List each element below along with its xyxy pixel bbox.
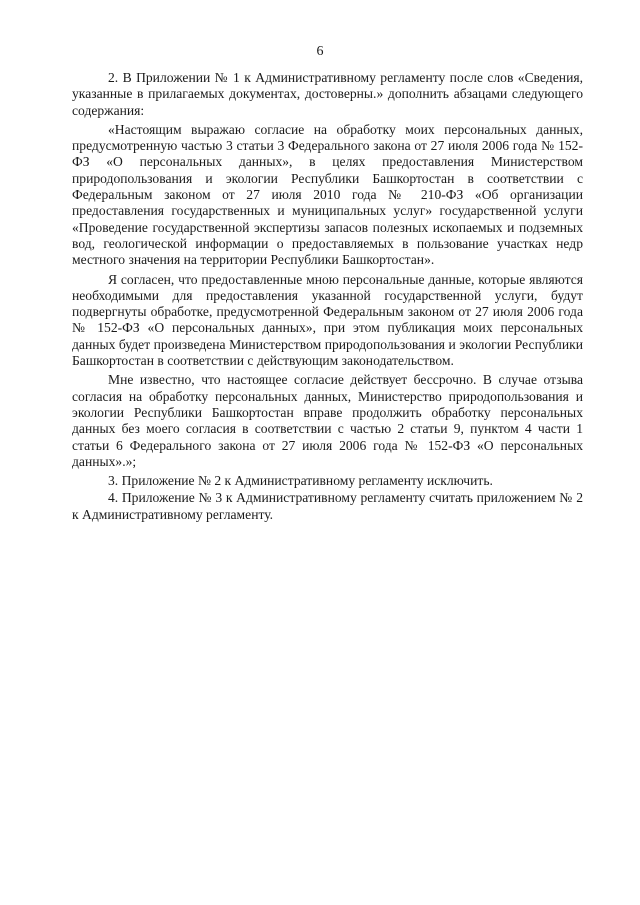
paragraph-amendment-3: 3. Приложение № 2 к Административному регламенту исключить. (108, 473, 493, 489)
paragraph-amendment-2: 2. В Приложении № 1 к Административному регламенту после слов «Сведения, указанные в прилагаемых документах, достоверны.» дополнить абзацами следующего содержания: (72, 70, 583, 118)
paragraph-consent-statement: «Настоящим выражаю согласие на обработку моих персональных данных, предусмотренную частью 3 статьи 3 Федерального закона от 27 июля 2006 года № 152-ФЗ «О персональных данных», в целях предоставления Министерством природопользования и экологии Республики Башкортостан в соответствии с Федеральным законом от 27 июля 2010 года № 210-ФЗ «Об организации предоставления государственных и муниципальных услуг» государственной услуги «Проведение государственной экспертизы запасов полезных ископаемых и подземных вод, геологической информации о предоставляемых в пользование участках недр местного значения на территории Республики Башкортостан». (72, 121, 583, 268)
page-number: 6 (316, 44, 324, 59)
document-body (72, 70, 583, 526)
paragraph-consent-agreement: Я согласен, что предоставленные мною персональные данные, которые являются необходимыми для предоставления указанной государственной услуги, будут подвергнуты обработке, предусмотренной Федеральным законом от 27 июля 2006 года № 152-ФЗ «О персональных данных», при этом публикация моих персональных данных будет произведена Министерством природопользования и экологии Республики Башкортостан в соответствии с действующим законодательством. (72, 271, 583, 369)
paragraph-consent-duration: Мне известно, что настоящее согласие действует бессрочно. В случае отзыва согласия на обработку персональных данных, Министерство природопользования и экологии Республики Башкортостан вправе продолжить обработку персональных данных без моего согласия в соответствии с частью 2 статьи 9, пунктом 4 части 1 статьи 6 Федерального закона от 27 июля 2006 года № 152-ФЗ «О персональных данных».»; (72, 372, 583, 469)
paragraph-amendment-4: 4. Приложение № 3 к Административному регламенту считать приложением № 2 к Административному регламенту. (72, 490, 583, 522)
